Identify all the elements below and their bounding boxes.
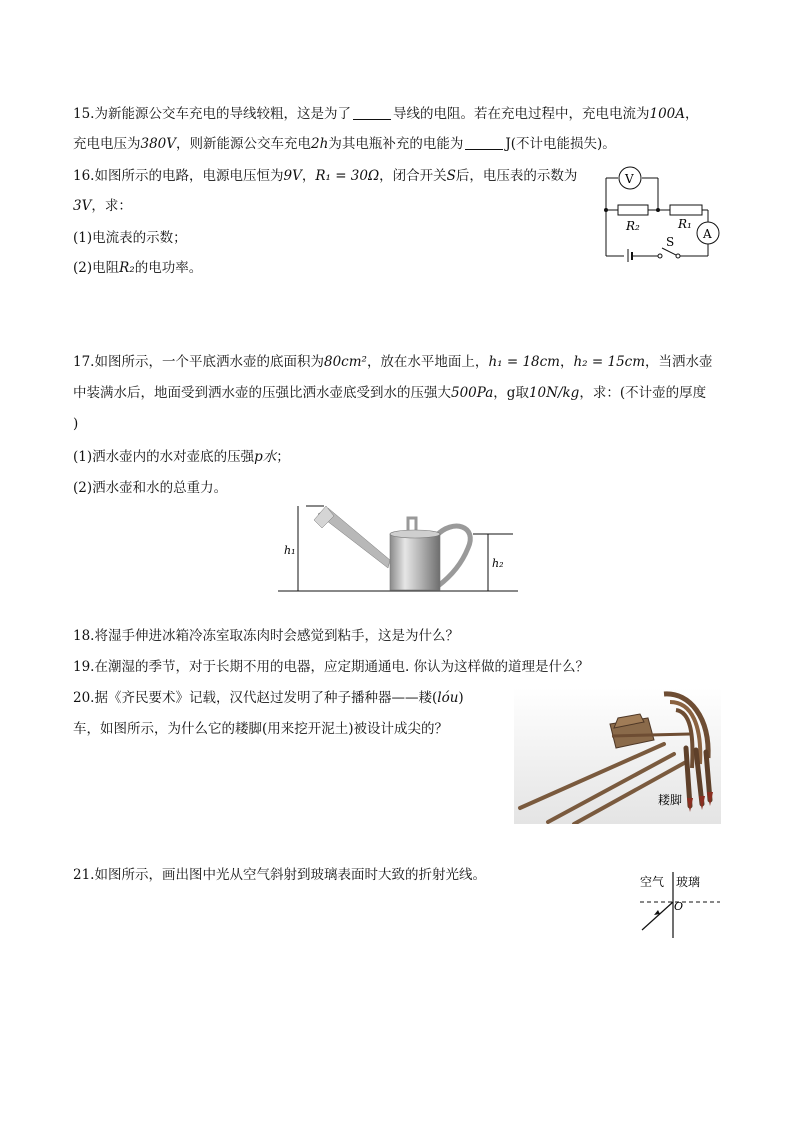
q16-text: ， — [301, 168, 316, 184]
q15-line2 — [73, 134, 616, 154]
q16-text: 后，电压表的示数为 — [455, 168, 578, 184]
q18-text: 18.将湿手伸进冰箱冷冻室取冻肉时会感觉到粘手，这是为什么？ — [73, 628, 459, 644]
q17-sub1 — [73, 447, 290, 467]
h2-label: h₂ — [492, 557, 504, 570]
q17-sub2: (2)洒水壶和水的总重力。 — [73, 480, 228, 496]
q15-text: 导线的电阻。若在充电过程中，充电电流为 — [392, 106, 650, 122]
q20-text: 20.据《齐民要术》记载，汉代赵过发明了种子播种器——耧( — [73, 690, 438, 706]
q21-text: 21.如图所示，画出图中光从空气斜射到玻璃表面时大致的折射光线。 — [73, 867, 486, 883]
q16-text: 的电功率。 — [134, 260, 203, 276]
air-label: 空气 — [640, 875, 665, 889]
q17-text: ，当洒水壶 — [645, 354, 713, 370]
q16-text: (2)电阻 — [73, 260, 120, 276]
answer-blank[interactable] — [465, 135, 503, 150]
q19-text: 19.在潮湿的季节，对于长期不用的电器，应定期通通电. 你认为这样做的道理是什么？ — [73, 659, 590, 675]
q16-text: ，求： — [91, 198, 132, 214]
q15-text: ， — [685, 106, 699, 122]
area-value: 80cm² — [323, 354, 367, 370]
q17-line1 — [73, 352, 713, 372]
q20-line1 — [73, 688, 464, 708]
h1-label: h₁ — [284, 544, 296, 557]
voltage-value: 9V — [283, 168, 302, 184]
q15-text: 为其电瓶补充的电能为 — [328, 136, 464, 152]
q16-sub2 — [73, 258, 202, 278]
pressure-value: 500Pa — [451, 385, 494, 401]
incident-ray — [642, 902, 673, 930]
switch-fig-label: S — [666, 235, 675, 249]
r1-label: R₁ — [678, 217, 692, 231]
time-value: 2h — [311, 136, 329, 152]
q17-text: ； — [276, 449, 290, 465]
circuit-diagram — [598, 162, 724, 262]
q20-line2: 车，如图所示，为什么它的耧脚(用来挖开泥土)被设计成尖的？ — [73, 721, 449, 737]
r2-label: R₂ — [626, 219, 640, 233]
glass-label: 玻璃 — [676, 875, 701, 889]
q16-text: ，闭合开关 — [379, 168, 447, 184]
q17-text: 中装满水后，地面受到洒水壶的压强比洒水壶底受到水的压强大 — [73, 385, 451, 401]
q17-text: ，放在水平地面上， — [366, 354, 489, 370]
q20-text: ) — [458, 690, 464, 706]
current-value: 100A — [649, 106, 686, 122]
q15-text: 15.为新能源公交车充电的导线较粗，这是为了 — [73, 106, 351, 122]
seed-drill-image — [514, 688, 721, 824]
pinyin: lóu — [437, 690, 459, 706]
q17-text: ， — [559, 354, 574, 370]
h2-value: h₂ = 15cm — [573, 354, 646, 370]
pressure-symbol: p水 — [254, 449, 277, 465]
point-o-label: O — [674, 900, 684, 913]
q15-text: J(不计电能损失)。 — [505, 136, 616, 152]
h1-value: h₁ = 18cm — [488, 354, 560, 370]
ammeter-label: A — [703, 227, 712, 241]
q16-line2 — [73, 196, 132, 216]
q17-text: 17.如图所示，一个平底洒水壶的底面积为 — [73, 354, 324, 370]
q17-line2 — [73, 383, 706, 403]
q17-text: ，求：(不计壶的厚度 — [579, 385, 707, 401]
refraction-diagram — [636, 866, 726, 942]
q17-text: ，g取 — [493, 385, 529, 401]
r2-symbol: R₂ — [119, 260, 135, 276]
q16-line1 — [73, 166, 577, 186]
q17-text: (1)洒水壶内的水对壶底的压强 — [73, 449, 255, 465]
drill-foot-label: 耧脚 — [658, 793, 683, 807]
q15-text: 充电电压为 — [73, 136, 141, 152]
voltage-value: 380V — [140, 136, 177, 152]
q17-line3: ) — [73, 416, 79, 432]
q15-text: ，则新能源公交车充电 — [176, 136, 312, 152]
answer-blank[interactable] — [353, 105, 391, 120]
q16-sub1: (1)电流表的示数； — [73, 230, 187, 246]
g-value: 10N/kg — [528, 385, 580, 401]
watering-can-figure — [278, 498, 518, 598]
q15-line1 — [73, 104, 699, 124]
voltmeter-reading: 3V — [73, 198, 92, 214]
voltmeter-label: V — [625, 172, 634, 186]
r1-value: R₁ = 30Ω — [315, 168, 380, 184]
q16-text: 16.如图所示的电路，电源电压恒为 — [73, 168, 284, 184]
switch-label: S — [446, 168, 456, 184]
